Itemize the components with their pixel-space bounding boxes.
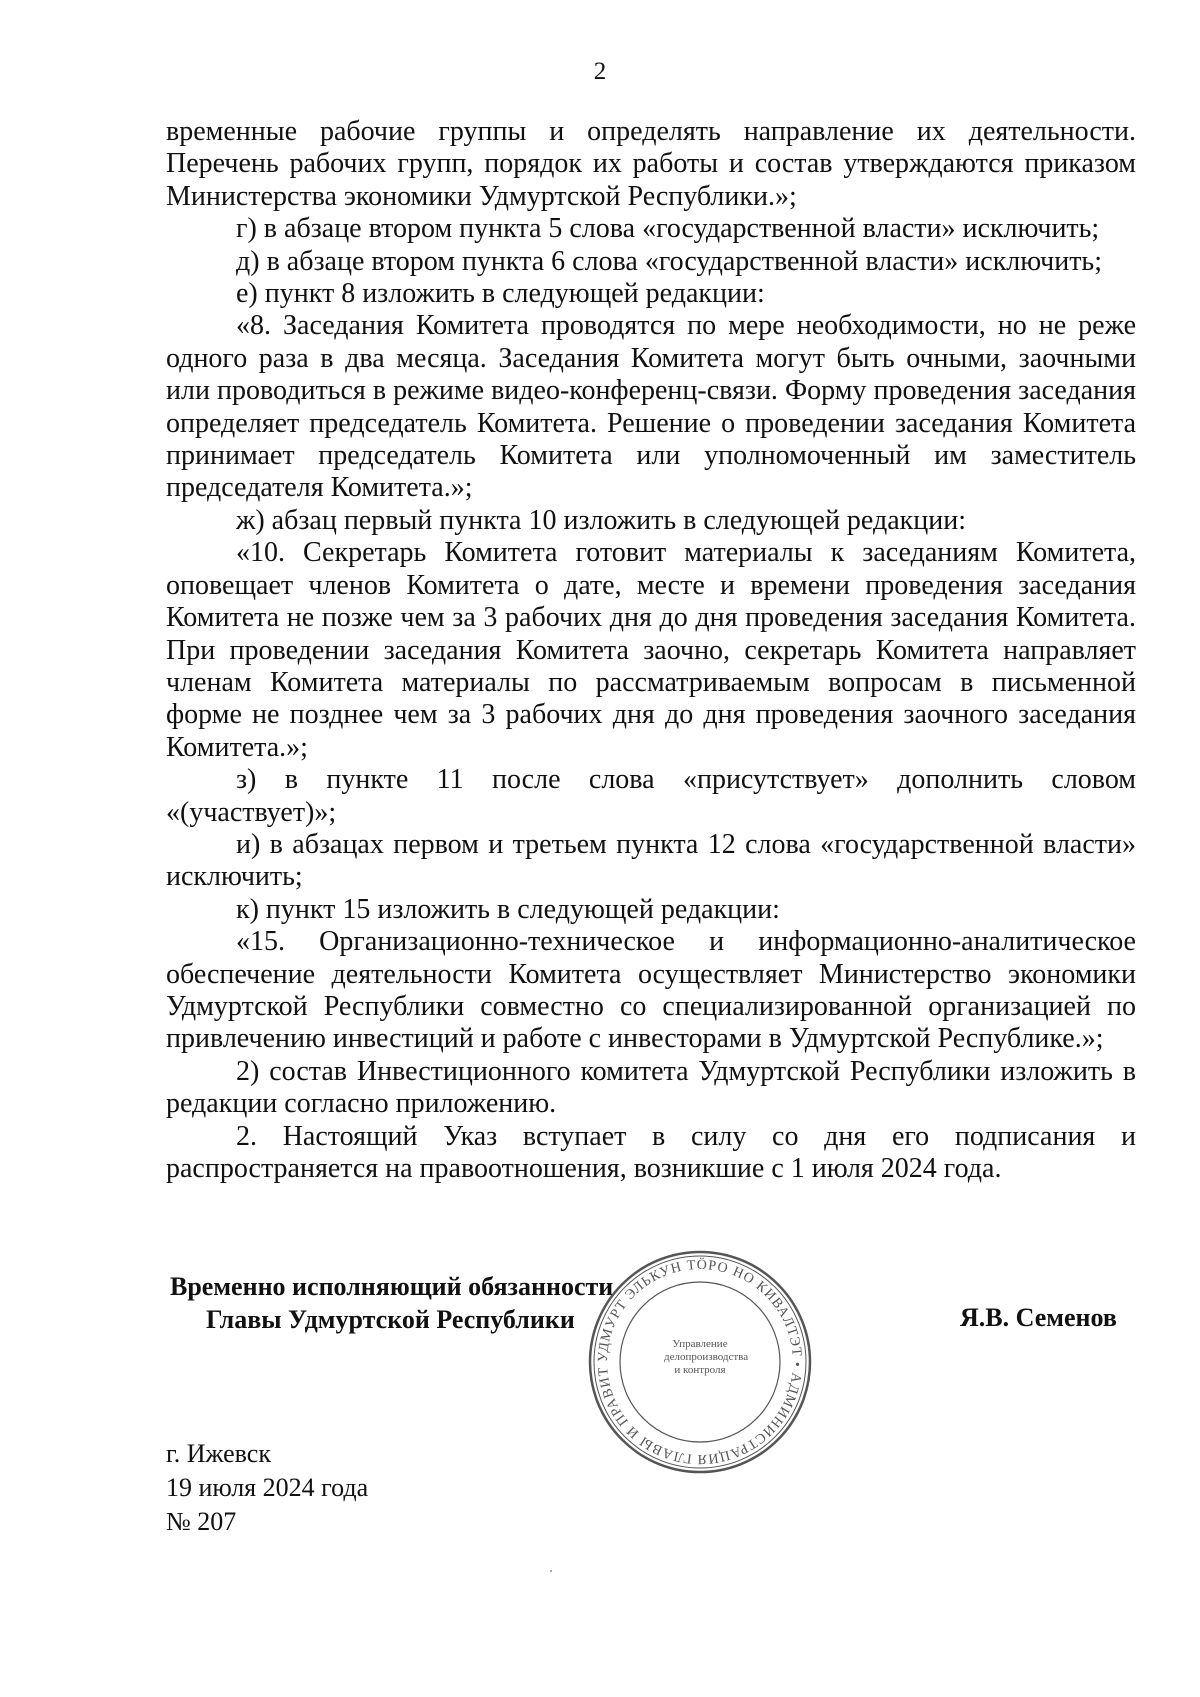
document-date: 19 июля 2024 года: [166, 1473, 369, 1502]
signatory-title-line-2: Главы Удмуртской Республики: [206, 1305, 575, 1334]
body-paragraph: и) в абзацах первом и третьем пункта 12 слова «государственной власти» исключить;: [166, 828, 1136, 893]
seal-center-line-2: делопроизводства: [664, 1351, 749, 1363]
official-seal: [584, 1246, 816, 1478]
document-number: № 207: [166, 1507, 237, 1536]
body-paragraph: г) в абзаце втором пункта 5 слова «государственной власти» исключить;: [236, 213, 1100, 245]
body-paragraph: «10. Секретарь Комитета готовит материалы к заседаниям Комитета, оповещает членов Комитета о дате, месте и времени проведения заседания Комитета не позже чем за 3 рабочих дня до дня проведения заседания Комитета. При проведении заседания Комитета заочно, секретарь Комитета направляет членам Комитета материалы по рассматриваемым вопросам в письменной форме не позднее чем за 3 рабочих дня до дня проведения заочного заседания Комитета.»;: [166, 537, 1136, 763]
body-paragraph: з) в пункте 11 после слова «присутствует» дополнить словом «(участвует)»;: [166, 764, 1136, 828]
body-paragraph: 2. Настоящий Указ вступает в силу со дня его подписания и распространяется на правоотношения, возникшие с 1 июля 2024 года.: [166, 1120, 1136, 1184]
seal-center-line-1: Управление: [672, 1338, 728, 1350]
scan-speck: [550, 1570, 552, 1572]
document-body: [166, 116, 1136, 1185]
document-city: г. Ижевск: [166, 1439, 271, 1468]
body-paragraph: 2) состав Инвестиционного комитета Удмуртской Республики изложить в редакции согласно приложению.: [166, 1055, 1136, 1120]
body-paragraph: к) пункт 15 изложить в следующей редакции:: [236, 893, 780, 925]
body-paragraph: временные рабочие группы и определять направление их деятельности. Перечень рабочих групп, порядок их работы и состав утверждаются приказом Министерства экономики Удмуртской Республики.»;: [166, 116, 1136, 212]
body-paragraph: е) пункт 8 изложить в следующей редакции:: [236, 278, 765, 310]
seal-center-text: [664, 1338, 749, 1377]
page-number: 2: [593, 58, 607, 85]
seal-center-line-3: и контроля: [674, 1364, 726, 1376]
signatory-title: [170, 1270, 613, 1336]
signatory-name: Я.В. Семенов: [960, 1303, 1117, 1332]
seal-ring-text: УДМУРТ ЭЛЬКУН ТӦРО НО КИВАЛТЭТ • АДМИНИСТРАЦИЯ ГЛАВЫ И ПРАВИТ: [595, 1257, 805, 1467]
body-paragraph: «15. Организационно-техническое и информационно-аналитическое обеспечение деятельности Комитета осуществляет Министерство экономики Удмуртской Республики совместно со специализированной организацией по привлечению инвестиций и работе с инвесторами в Удмуртской Республике.»;: [166, 926, 1136, 1055]
body-paragraph: ж) абзац первый пункта 10 изложить в следующей редакции:: [236, 504, 966, 536]
body-paragraph: «8. Заседания Комитета проводятся по мере необходимости, но не реже одного раза в два месяца. Заседания Комитета могут быть очными, заочными или проводиться в режиме видео-конференц-связи. Форму проведения заседания определяет председатель Комитета. Решение о проведении заседания Комитета принимает председатель Комитета или уполномоченный им заместитель председателя Комитета.»;: [166, 310, 1136, 504]
body-paragraph: д) в абзаце втором пункта 6 слова «государственной власти» исключить;: [236, 245, 1102, 277]
document-footer: [166, 1437, 368, 1539]
signatory-title-line-1: Временно исполняющий обязанности: [170, 1272, 614, 1301]
